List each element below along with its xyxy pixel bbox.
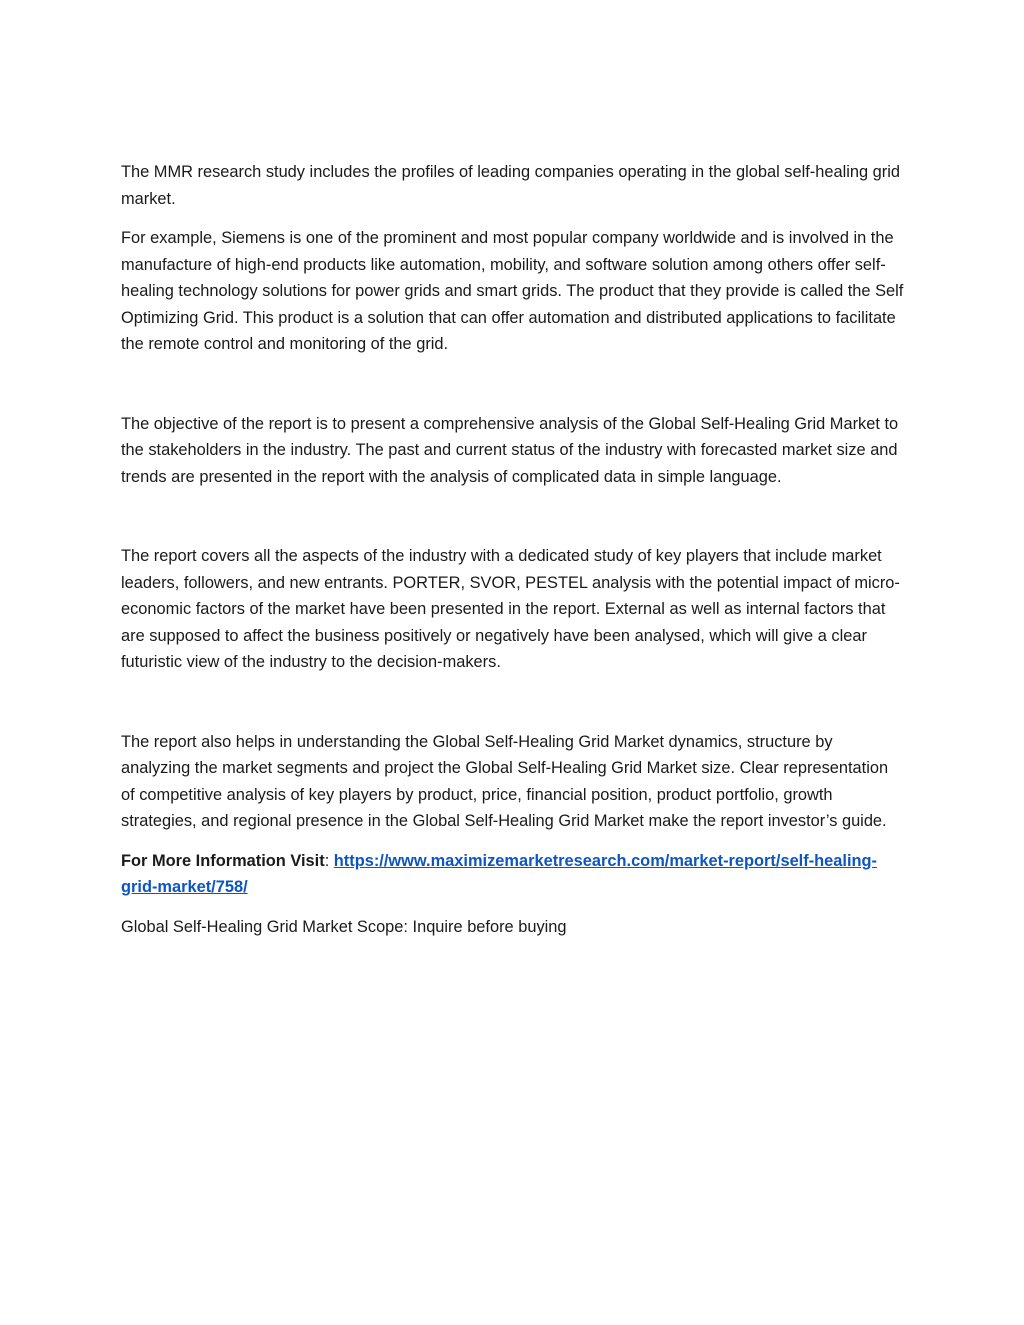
paragraph-market-dynamics: The report also helps in understanding the Global Self-Healing Grid Market dynamics, structure by analyzing the market segments and project the Global Self-Healing Grid Market size. Clear representation of competitive analysis of key players by product, price, financial position, product portfolio, growth strategies, and regional presence in the Global Self-Healing Grid Market make the report investor’s guide. [121,732,889,830]
paragraph-market-scope: Global Self-Healing Grid Market Scope: Inquire before buying [121,917,567,936]
paragraph-siemens-example: For example, Siemens is one of the prominent and most popular company worldwide and is involved in the manufacture of high-end products like automation, mobility, and software solution among others offer self-healing technology solutions for power grids and smart grids. The product that they provide is called the Self Optimizing Grid. This product is a solution that can offer automation and distributed applications to facilitate the remote control and monitoring of the grid. [121,229,904,353]
paragraph-company-profiles: The MMR research study includes the profiles of leading companies operating in the global self-healing grid market. [121,163,900,208]
document-page [121,159,906,940]
more-info-label: For More Information Visit [121,851,325,870]
paragraph-report-objective: The objective of the report is to present a comprehensive analysis of the Global Self-Healing Grid Market to the stakeholders in the industry. The past and current status of the industry with forecasted market size and trends are presented in the report with the analysis of complicated data in simple language. [121,414,899,486]
more-info-separator: : [324,851,334,870]
paragraph-report-coverage: The report covers all the aspects of the industry with a dedicated study of key players that include market leaders, followers, and new entrants. PORTER, SVOR, PESTEL analysis with the potential impact of micro-economic factors of the market have been presented in the report. External as well as internal factors that are supposed to affect the business positively or negatively have been analysed, which will give a clear futuristic view of the industry to the decision-makers. [121,547,900,671]
report-link[interactable]: https://www.maximizemarketresearch.com/market-report/self-healing-grid-market/758/ [121,851,877,896]
more-info-line [121,848,906,901]
